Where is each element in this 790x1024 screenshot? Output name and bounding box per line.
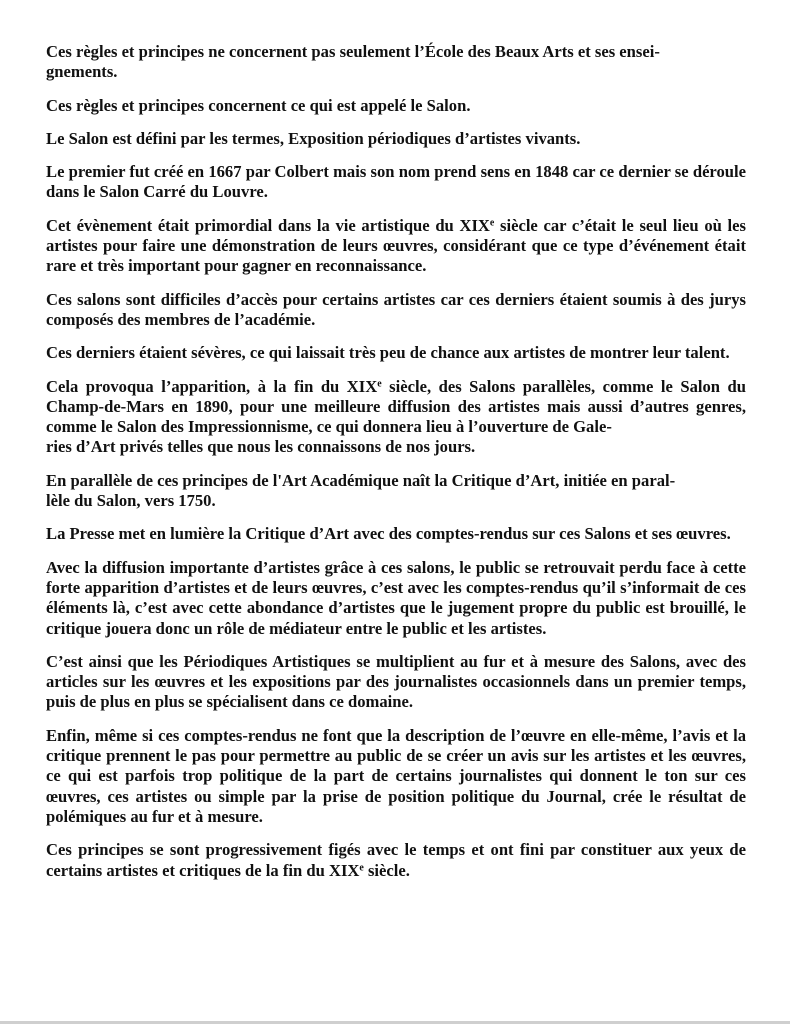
paragraph-salon-rules: Ces règles et principes concernent ce qui est appelé le Salon. bbox=[46, 95, 471, 115]
paragraph-press: La Presse met en lumière la Critique d’Art avec des comptes-rendus sur ces Salons et ses œuvres. bbox=[46, 524, 731, 544]
paragraph-art-criticism: En parallèle de ces principes de l'Art Académique naît la Critique d’Art, initiée en paral- lèle du Salon, vers 1750. bbox=[46, 470, 676, 511]
paragraph-salon-origin: Le premier fut créé en 1667 par Colbert mais son nom prend sens en 1848 car ce dernier se déroule dans le Salon Carré du Louvre. bbox=[46, 162, 746, 202]
paragraph-periodicals: C’est ainsi que les Périodiques Artistiques se multiplient au fur et à mesure des Salons, avec des articles sur les œuvres et les expositions par des journalistes occasionnels dans un premier temps, puis de plus en plus se spécialisent dans ce domaine. bbox=[46, 651, 746, 712]
paragraph-conclusion: Ces principes se sont progressivement figés avec le temps et ont fini par constituer aux yeux de certains artistes et critiques de la fin du XIXe siècle. bbox=[46, 840, 746, 880]
paragraph-salon-access: Ces salons sont difficiles d’accès pour certains artistes car ces derniers étaient soumis à des jurys composés des membres de l’académie. bbox=[46, 289, 746, 329]
paragraph-salon-rules-scope: Ces règles et principes ne concernent pas seulement l’École des Beaux Arts et ses ensei- gnements. bbox=[46, 42, 660, 82]
document-page bbox=[46, 42, 746, 894]
paragraph-jury-severity: Ces derniers étaient sévères, ce qui laissait très peu de chance aux artistes de montrer leur talent. bbox=[46, 343, 730, 363]
paragraph-parallel-salons: Cela provoqua l’apparition, à la fin du XIXe siècle, des Salons parallèles, comme le Salon du Champ-de-Mars en 1890, pour une meilleure diffusion des artistes mais aussi d’autres genres, comme le Salon des Impressionnisme, ce qui donnera lieu à l’ouverture de Gale- ries d’Art privés telles que nous les connaissons de nos jours. bbox=[46, 376, 746, 457]
paragraph-salon-definition: Le Salon est défini par les termes, Exposition périodiques d’artistes vivants. bbox=[46, 128, 581, 148]
paragraph-salon-importance: Cet évènement était primordial dans la vie artistique du XIXe siècle car c’était le seul lieu où les artistes pour faire une démonstration de leurs œuvres, considérant que ce type d’événement était rare et très important pour gagner en reconnaissance. bbox=[46, 215, 746, 276]
paragraph-critique-politics: Enfin, même si ces comptes-rendus ne font que la description de l’œuvre en elle-même, l’avis et la critique prennent le pas pour permettre au public de se créer un avis sur les artistes et les œuvres, ce qui est parfois trop politique de la part de certains journalistes qui donnent le ton sur ces œuvres, ces artistes ou simple par la prise de position politique du Journal, crée le résultat de polémiques au fur et à mesure. bbox=[46, 725, 746, 826]
paragraph-public-role: Avec la diffusion importante d’artistes grâce à ces salons, le public se retrouvait perdu face à cette forte apparition d’artistes et de leurs œuvres, c’est avec les comptes-rendus qu’il s’informait de ces éléments là, c’est avec cette abondance d’artistes que le jugement propre du public est brouillé, le critique jouera donc un rôle de médiateur entre le public et les artistes. bbox=[46, 557, 746, 638]
